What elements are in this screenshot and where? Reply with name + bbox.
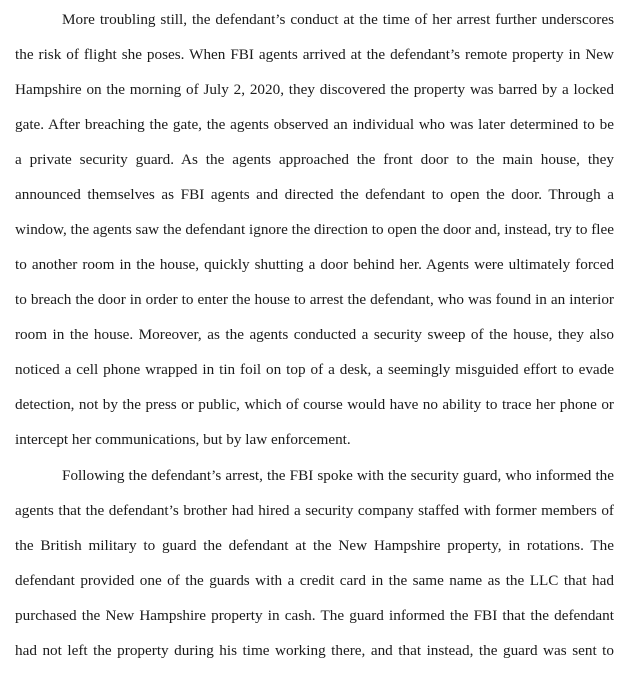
text-line: defendant provided one of the guards with a credit card in the same name as the LLC that had (15, 572, 614, 589)
text-line: intercept her communications, but by law enforcement. (15, 431, 351, 448)
text-line: purchased the New Hampshire property in cash. The guard informed the FBI that the defendant (15, 607, 614, 624)
text-line: agents that the defendant’s brother had hired a security company staffed with former members of (15, 502, 614, 519)
text-line: to breach the door in order to enter the house to arrest the defendant, who was found in an interior (15, 291, 614, 308)
text-line: More troubling still, the defendant’s conduct at the time of her arrest further underscores (62, 11, 614, 28)
text-line: the risk of flight she poses. When FBI agents arrived at the defendant’s remote property in New (15, 46, 614, 63)
text-line: announced themselves as FBI agents and directed the defendant to open the door. Through a (15, 186, 614, 203)
text-line: Following the defendant’s arrest, the FBI spoke with the security guard, who informed the (62, 467, 614, 484)
text-line: to another room in the house, quickly shutting a door behind her. Agents were ultimately forced (15, 256, 614, 273)
text-line: gate. After breaching the gate, the agents observed an individual who was later determined to be (15, 116, 614, 133)
text-line: detection, not by the press or public, which of course would have no ability to trace her phone or (15, 396, 614, 413)
text-line: room in the house. Moreover, as the agents conducted a security sweep of the house, they also (15, 326, 614, 343)
text-line: a private security guard. As the agents approached the front door to the main house, they (15, 151, 614, 168)
text-line: window, the agents saw the defendant ignore the direction to open the door and, instead, try to flee (15, 221, 614, 238)
text-line: noticed a cell phone wrapped in tin foil on top of a desk, a seemingly misguided effort to evade (15, 361, 614, 378)
text-line: Hampshire on the morning of July 2, 2020, they discovered the property was barred by a locked (15, 81, 614, 98)
text-line: the British military to guard the defendant at the New Hampshire property, in rotations. The (15, 537, 614, 554)
text-line: had not left the property during his time working there, and that instead, the guard was sent to (15, 642, 614, 659)
